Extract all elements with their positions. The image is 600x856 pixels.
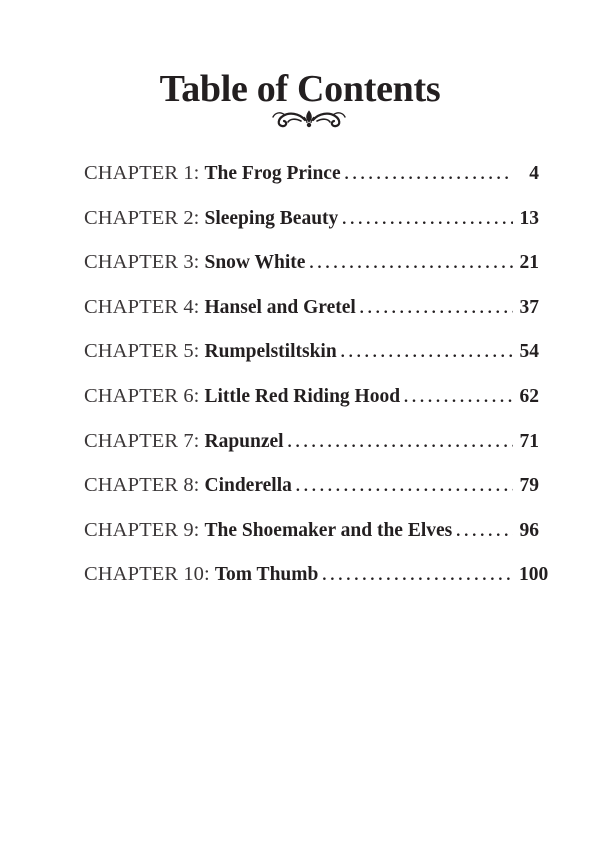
chapter-title: Little Red Riding Hood (204, 385, 401, 407)
chapter-title: Cinderella (204, 475, 292, 497)
chapter-title: Rumpelstiltskin (204, 341, 337, 363)
chapter-label: CHAPTER 10: (84, 563, 210, 586)
chapter-title: The Shoemaker and the Elves (204, 519, 453, 541)
dot-leader (322, 567, 513, 585)
dot-leader (341, 344, 513, 362)
toc-entry[interactable] (84, 207, 539, 252)
page-number: 96 (519, 519, 539, 541)
page-number: 37 (519, 296, 539, 318)
chapter-title: Sleeping Beauty (204, 207, 339, 229)
dot-leader (342, 211, 513, 229)
toc-entry[interactable] (84, 296, 539, 341)
toc-entry[interactable] (84, 430, 539, 475)
chapter-label: CHAPTER 1: (84, 162, 200, 184)
dot-leader (288, 434, 513, 452)
toc-entry[interactable] (84, 385, 539, 430)
chapter-label: CHAPTER 7: (84, 429, 200, 452)
page-number: 71 (519, 430, 539, 452)
toc-entry[interactable] (84, 340, 539, 385)
dot-leader (345, 166, 513, 184)
dot-leader (296, 478, 513, 496)
chapter-title: Rapunzel (204, 430, 284, 452)
dot-leader (309, 255, 513, 273)
page-number: 100 (519, 564, 549, 586)
page-number: 62 (519, 385, 539, 407)
toc-entry[interactable] (84, 162, 539, 207)
dot-leader (404, 389, 513, 407)
page-number: 54 (519, 341, 539, 363)
chapter-label: CHAPTER 3: (84, 251, 200, 274)
chapter-title: The Frog Prince (204, 163, 341, 184)
toc-entry[interactable] (84, 251, 539, 296)
dot-leader (456, 523, 513, 541)
chapter-title: Snow White (204, 252, 306, 274)
chapter-label: CHAPTER 2: (84, 206, 200, 229)
dot-leader (360, 300, 513, 318)
toc-entry[interactable] (84, 474, 539, 519)
chapter-label: CHAPTER 8: (84, 474, 200, 497)
chapter-title: Tom Thumb (214, 564, 319, 586)
chapter-label: CHAPTER 5: (84, 340, 200, 363)
toc-entry[interactable] (84, 519, 539, 564)
page-number: 79 (519, 475, 539, 497)
flourish-divider-icon (271, 107, 347, 131)
page-number: 21 (519, 252, 539, 274)
chapter-label: CHAPTER 4: (84, 295, 200, 318)
page-title: Table of Contents (159, 68, 441, 110)
toc-entry[interactable] (84, 563, 549, 608)
page-number: 13 (519, 207, 539, 229)
chapter-label: CHAPTER 6: (84, 384, 200, 407)
table-of-contents-list (84, 162, 549, 608)
chapter-label: CHAPTER 9: (84, 518, 200, 541)
page-number: 4 (529, 163, 539, 184)
chapter-title: Hansel and Gretel (204, 296, 356, 318)
